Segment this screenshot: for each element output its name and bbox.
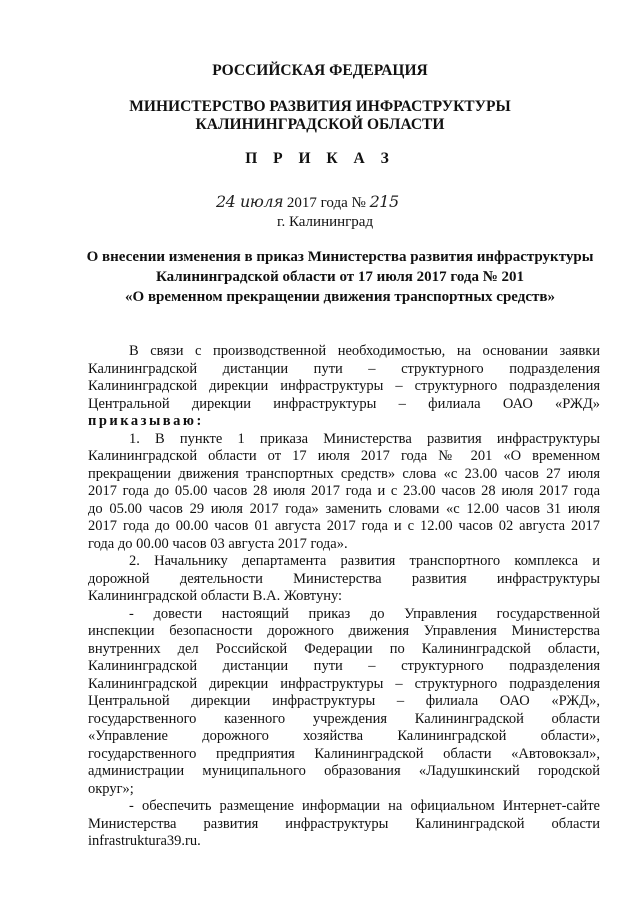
ministry-title xyxy=(0,98,640,134)
text-line: Калининградской дистанции пути – структурного подразделения xyxy=(88,360,600,377)
subject-line: «О временном прекращении движения транспортных средств» xyxy=(125,289,555,305)
text-line: года до 00.00 часов 03 августа 2017 года». xyxy=(88,535,348,552)
text-line: внутренних дел Российской Федерации по Калининградской области, xyxy=(88,640,600,657)
dateline xyxy=(216,192,399,212)
text-line: Министерства развития инфраструктуры Калининградской области xyxy=(88,815,600,832)
handwritten-date: 24 июля xyxy=(216,192,284,211)
subject-line: Калининградской области от 17 июля 2017 года № 201 xyxy=(155,269,525,285)
ministry-title-line1: МИНИСТЕРСТВО РАЗВИТИЯ ИНФРАСТРУКТУРЫ xyxy=(129,98,511,115)
text-line: Калининградской дирекции инфраструктуры – структурного подразделения xyxy=(88,675,600,692)
text-line: Калининградской области В.А. Жовтуну: xyxy=(88,588,343,604)
text-line: Калининградской дирекции инфраструктуры – структурного подразделения xyxy=(88,378,600,394)
text-line: 2017 года до 00.00 часов 01 августа 2017 года и с 12.00 часов 02 августа 2017 xyxy=(88,518,600,534)
text-line: Калининградской области от 17 июля 2017 года № 201 «О временном xyxy=(88,448,600,464)
text-line: прекращении движения транспортных средств» слова «с 23.00 часов 27 июля xyxy=(88,465,600,482)
text-line: государственного предприятия Калининградской области «Автовокзал», xyxy=(88,745,600,762)
text-line: «Управление дорожного хозяйства Калининградской области», xyxy=(88,728,600,744)
subject-heading xyxy=(60,247,620,307)
item-2 xyxy=(88,553,600,606)
text-line: В связи с производственной необходимостью, на основании заявки xyxy=(129,343,600,359)
text-line: 2017 года до 05.00 часов 28 июля 2017 года и с 23.00 часов 28 июля 2017 года xyxy=(88,483,600,499)
order-word: приказываю: xyxy=(88,413,204,429)
city: г. Калининград xyxy=(277,214,374,230)
subitem-notify xyxy=(88,606,600,799)
text-line: 1. В пункте 1 приказа Министерства развития инфраструктуры xyxy=(129,430,600,447)
text-line: округ»; xyxy=(88,780,134,797)
handwritten-number: 215 xyxy=(369,192,399,211)
text-line: администрации муниципального образования «Ладушкинский городской xyxy=(88,763,600,779)
text-line: до 05.00 часов 29 июля 2017 года» заменить словами «с 12.00 часов 31 июля xyxy=(88,500,600,517)
text-line: Калининградской дистанции пути – структурного подразделения xyxy=(88,658,600,674)
website-link[interactable]: infrastruktura39.ru. xyxy=(88,833,201,849)
year-text: 2017 года № xyxy=(286,195,366,211)
item-1 xyxy=(88,431,600,554)
text-line: - обеспечить размещение информации на официальном Интернет-сайте xyxy=(129,798,600,814)
text-line: Центральной дирекции инфраструктуры – филиала ОАО «РЖД» xyxy=(88,395,600,412)
subject-line: О внесении изменения в приказ Министерства развития инфраструктуры xyxy=(86,249,594,265)
document-body xyxy=(88,343,600,851)
document-type: П Р И К А З xyxy=(245,150,395,167)
text-line: 2. Начальнику департамента развития транспортного комплекса и xyxy=(129,553,600,569)
text-line: инспекции безопасности дорожного движения Управления Министерства xyxy=(88,623,600,639)
text-line: - довести настоящий приказ до Управления государственной xyxy=(129,605,600,622)
subitem-publish xyxy=(88,798,600,851)
text-line: Центральной дирекции инфраструктуры – филиала ОАО «РЖД», xyxy=(88,693,600,709)
text-line: дорожной деятельности Министерства развития инфраструктуры xyxy=(88,570,600,587)
ministry-title-line2: КАЛИНИНГРАДСКОЙ ОБЛАСТИ xyxy=(195,116,445,133)
paragraph-basis xyxy=(88,343,600,413)
federation-title: РОССИЙСКАЯ ФЕДЕРАЦИЯ xyxy=(212,62,428,79)
text-line: государственного казенного учреждения Калининградской области xyxy=(88,710,600,727)
